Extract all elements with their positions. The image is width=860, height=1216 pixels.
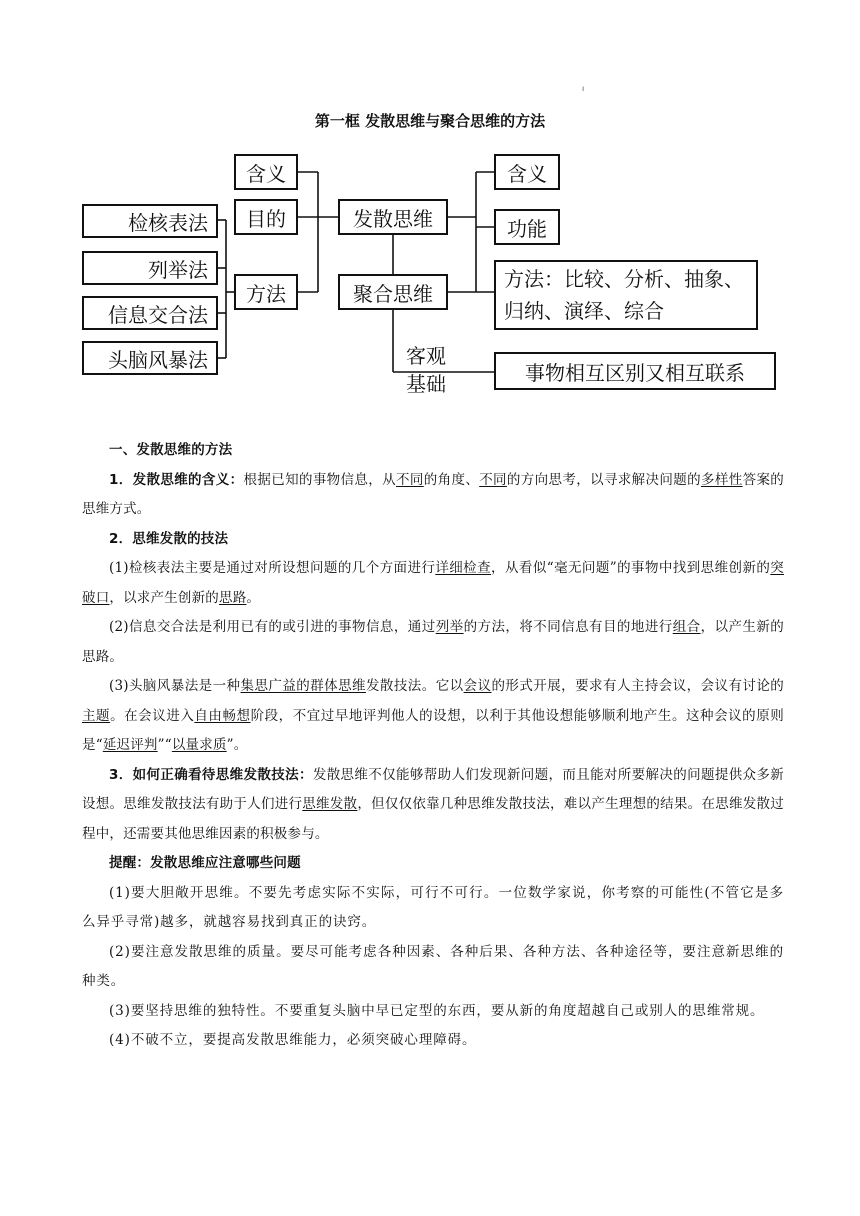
key-term: 思维发散 [302,796,358,812]
convergent-function-box: 功能 [494,209,560,245]
text: ”。 [226,737,248,753]
paragraph-brainstorm [82,672,784,761]
key-term: 主题 [82,707,111,724]
convergent-method-line2: 归纳、演绎、综合 [504,299,664,323]
method-box-info-cross: 信息交合法 [82,296,218,330]
text: 根据已知的事物信息，从 [243,471,396,488]
convergent-method-box [494,260,758,330]
divergent-method-box: 方法 [234,274,298,310]
page-mark: ı [582,84,585,93]
page-title: 第一框 发散思维与聚合思维的方法 [314,112,546,130]
key-term: 不同 [396,471,424,488]
convergent-meaning-box: 含义 [494,154,560,190]
convergent-thinking-box: 聚合思维 [338,274,448,310]
text: 的角度、 [423,471,480,488]
text: 的方向思考，以寻求解决问题的 [506,471,701,488]
key-term: 突破口 [82,560,784,606]
divergent-purpose-box: 目的 [234,199,298,235]
text: 答案的思维方式。 [82,471,785,517]
key-term: 不同 [479,471,507,488]
text: ，但仅仅依靠几种思维发散技法，难以产生理想的结果。在思维发散过程中，还需要其他思维因素的积极参与。 [82,796,784,842]
section-heading: 一、发散思维的方法 [109,442,233,458]
objective-basis-box: 事物相互区别又相互联系 [494,352,776,390]
key-term: 组合 [672,619,701,635]
paragraph-definition [82,466,784,525]
convergent-method-line1: 方法：比较、分析、抽象、 [504,267,744,291]
text: 的方法，将不同信息有目的地进行 [463,619,673,635]
text: 发散思维不仅能够帮助人们发现新问题，而且能对所要解决的问题提供众多新设想。思维发散技法有助于人们进行 [82,766,784,812]
key-term: 多样性 [700,471,743,488]
text: 。在会议进入 [110,707,195,724]
basis-label-line1: 客观 [406,344,446,368]
key-term: 会议 [463,678,492,694]
objective-basis-label [398,342,454,398]
text: 发散技法。它以 [365,678,464,694]
method-box-brainstorm: 头脑风暴法 [82,341,218,375]
method-box-checklist: 检核表法 [82,204,218,238]
text: (2)信息交合法是利用已有的或引进的事物信息，通过 [109,619,436,635]
definition-heading: 1．发散思维的含义： [109,471,244,488]
content [82,436,784,1056]
tip-heading: 提醒：发散思维应注意哪些问题 [109,855,301,871]
key-term: 详细检查 [435,560,492,576]
key-term: 列举 [435,619,464,635]
text: 的形式开展，要求有人主持会议，会议有讨论的 [491,678,784,694]
text: ，以产生新的思路。 [82,619,785,665]
techniques-heading: 2．思维发散的技法 [109,530,229,547]
paragraph-checklist [82,554,784,613]
text: ”“ [157,737,172,753]
tip-item: (2)要注意发散思维的质量。要尽可能考虑各种因素、各种后果、各种方法、各种途径等，要注意新思维的种类。 [82,943,784,989]
text: (1)检核表法主要是通过对所设想问题的几个方面进行 [109,560,436,576]
text: ，以求产生创新的 [109,589,220,606]
key-term: 集思广益的群体思维 [240,678,366,694]
paragraph-info-cross [82,613,784,672]
key-term: 自由畅想 [194,707,251,724]
text: 阶段，不宜过早地评判他人的设想，以利于其他设想能够顺利地产生。这种会议的原则是“ [82,707,784,753]
paragraph-view-techniques [82,761,784,850]
text: (3)头脑风暴法是一种 [109,678,241,694]
divergent-thinking-box: 发散思维 [338,199,448,235]
key-term: 以量求质 [171,737,227,753]
divergent-meaning-box: 含义 [234,154,298,190]
basis-label-line2: 基础 [406,372,446,396]
text: 。 [246,589,261,606]
key-term: 延迟评判 [102,737,158,753]
view-techniques-heading: 3．如何正确看待思维发散技法： [109,766,313,783]
method-box-listing: 列举法 [82,251,218,285]
text: ，从看似“毫无问题”的事物中找到思维创新的 [491,560,771,576]
tip-item: (3)要坚持思维的独特性。不要重复头脑中早已定型的东西，要从新的角度超越自己或别人的思维常规。 [109,1002,765,1019]
tip-item: (1)要大胆敞开思维。不要先考虑实际不实际，可行不可行。一位数学家说，你考察的可能性(不管它是多么异乎寻常)越多，就越容易找到真正的诀窍。 [82,884,784,930]
tip-item: (4)不破不立，要提高发散思维能力，必须突破心理障碍。 [109,1032,477,1048]
key-term: 思路 [219,589,247,606]
